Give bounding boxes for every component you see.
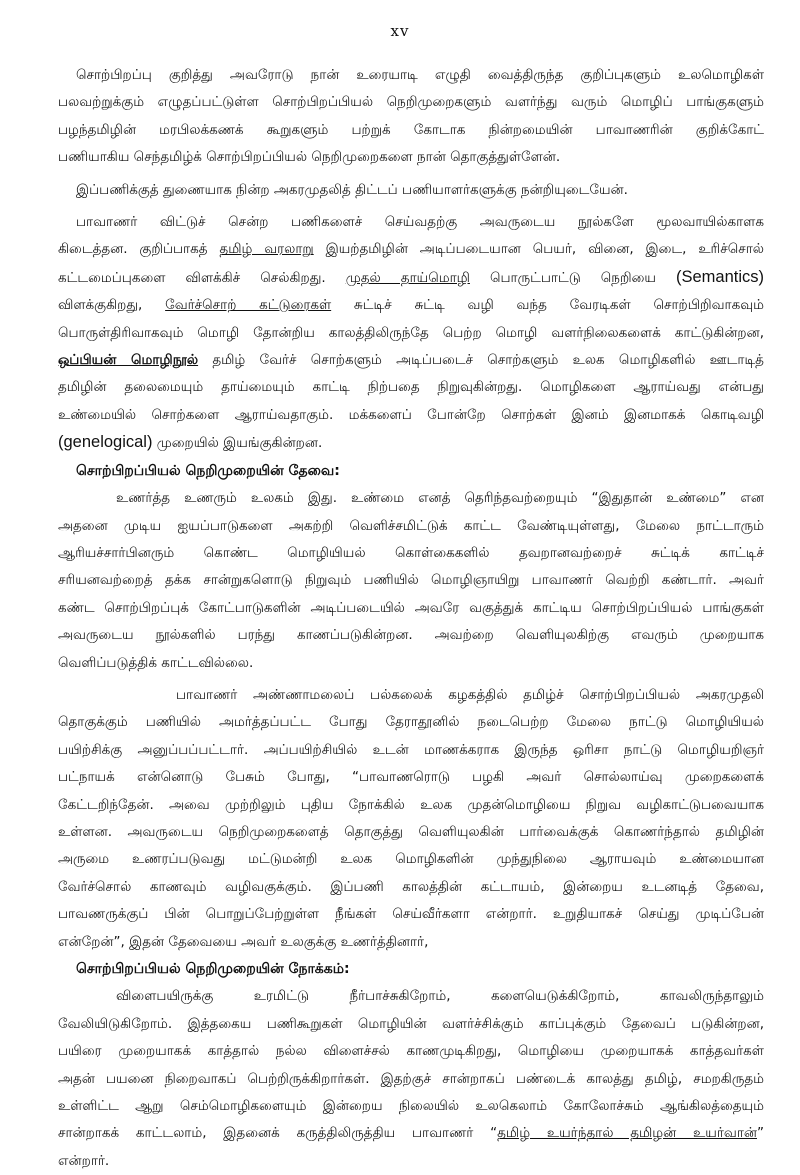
text-line: பணியாகிய செந்தமிழ்க் சொற்பிறப்பியல் நெறிமுறைகளை நான் தொகுத்துள்ளேன். [58, 149, 561, 166]
text-line: பயிற்சிக்கு அனுப்பப்பட்டார். அப்பயிற்சியில் உடன் மாணக்கராக இருந்த ஒரிசா நாட்டு மொழியறிஞர் [58, 741, 764, 758]
text-line: உள்ளன. அவருடைய நெறிமுறைகளைத் தொகுத்து வெளியுலகின் பார்வைக்குக் கொணர்ந்தால் தமிழின் [58, 823, 764, 840]
text-line [58, 429, 764, 457]
quoted-slogan: தமிழ் உயர்ந்தால் தமிழன் உயர்வான் [497, 1125, 757, 1142]
text-line: உணர்த்த உணரும் உலகம் இது. உண்மை எனத் தெரிந்தவற்றையும் “இதுதான் உண்மை” என [116, 490, 764, 507]
section-heading-purpose: சொற்பிறப்பியல் நெறிமுறையின் நோக்கம்: [76, 961, 350, 977]
text-line: இப்பணிக்குத் துணையாக நின்ற அகரமுதலித் திட்டப் பணியாளர்களுக்கு நன்றியுடையேன். [76, 181, 628, 198]
text-line: வெளிப்படுத்திக் காட்டவில்லை. [58, 654, 254, 671]
text-line: அருமை உணரப்படுவது மட்டுமன்றி உலக மொழிகளின் முந்துநிலை ஆராயவும் உண்மையான [58, 851, 764, 868]
paragraph-1 [58, 62, 764, 172]
text-line: விளைபயிருக்கு உரமிட்டு நீர்பாச்சுகிறோம், களையெடுக்கிறோம், காவலிருந்தாலும் [116, 988, 764, 1005]
text-line [58, 292, 764, 319]
text-line: பாவணருக்குப் பின் பொறுப்பேற்றுள்ள நீங்கள் செய்வீர்களா என்றார். உறுதியாகச் செய்து முடிப்பேன் [58, 906, 764, 923]
text-line: அதன் பயனை நிறைவாகப் பெற்றிருக்கிறார்கள். இதற்குச் சான்றாகப் பண்டைக் காலத்து தமிழ், சமறகிருதம் [58, 1070, 764, 1087]
text-line [58, 236, 764, 263]
text-span: முறையில் இயங்குகின்றன. [152, 435, 323, 452]
text-line: வேலியிடுகிறோம். இத்தகைய பணிகூறுகள் மொழியின் வளர்ச்சிக்கும் காப்புக்கும் தேவைப் படுகின்றன, [58, 1015, 764, 1032]
text-span: சான்றாகக் காட்டலாம், இதனைக் கருத்திலிருத்திய பாவாணர் “ [58, 1125, 498, 1142]
text-line: பொருள்திரிவாகவும் மொழி தோன்றிய காலத்திலிருந்தே பெற்ற மொழி வளர்நிலைகளைக் காட்டுகின்றன, [58, 324, 764, 341]
paragraph-5 [58, 682, 764, 956]
latin-term-genelogical: (genelogical) [58, 433, 153, 452]
book-title-oppiyan-mozhinool: ஒப்பியன் மொழிநூல் [58, 352, 199, 369]
page-body [58, 62, 764, 1175]
text-span: பொருட்பாட்டு நெறியை [469, 269, 676, 286]
text-line: தொகுக்கும் பணியில் அமர்த்தப்பட்ட போது தேராதூனில் நடைபெற்ற மேலை நாட்டு மொழியியல் [58, 714, 764, 731]
paragraph-4 [58, 485, 764, 677]
text-span: விளக்குகிறது, [58, 297, 166, 314]
text-line: கேட்டறிந்தேன். அவை முற்றிலும் புதிய நோக்கில் உலக முதன்மொழியை நிறுவ வழிகாட்டுபவையாக [58, 796, 764, 813]
text-line: அவருடைய நூல்களில் பரந்து காணப்படுகின்றன. அவற்றை வெளியுலகிற்கு எவரும் முறையாக [58, 627, 764, 644]
text-line: உண்மையில் சொற்களை ஆராய்வதாகும். மக்களைப் போன்றே சொற்கள் இனம் இனமாகக் கொடிவழி [58, 406, 764, 423]
text-line: வேர்ச்சொல் காணவும் வழிவகுக்கும். இப்பணி காலத்தின் கட்டாயம், இன்றைய உடனடித் தேவை, [58, 878, 764, 895]
section-heading-need: சொற்பிறப்பியல் நெறிமுறையின் தேவை: [76, 462, 340, 479]
text-line: சொற்பிறப்பு குறித்து அவரோடு நான் உரையாடி எழுதி வைத்திருந்த குறிப்புகளும் உலமொழிகள் [76, 67, 764, 83]
page-number: xv [390, 22, 410, 40]
text-line: பாவாணர் விட்டுச் சென்ற பணிகளைச் செய்வதற்கு அவருடைய நூல்களே மூலவாயில்காளக [76, 214, 764, 231]
text-line: ஆரியச்சார்பினரும் கொண்ட மொழியியல் கொள்கைகளில் தவறானவற்றைச் சுட்டிக் காட்டிச் [58, 544, 764, 561]
text-span: தமிழ் வேர்ச் சொற்களும் அடிப்படைச் சொற்களும் உலக மொழிகளில் ஊடாடித் [198, 352, 764, 369]
text-line: என்றேன்”, இதன் தேவையை அவர் உலகுக்கு உணர்த்தினார், [58, 933, 429, 950]
text-line [58, 347, 764, 374]
text-line: பழந்தமிழின் மரபிலக்கணக் கூறுகளும் பற்றுக் கோடாக நின்றமையின் பாவாணரின் குறிக்கோட் [58, 121, 764, 138]
book-title-verchol-katturaigal: வேர்ச்சொற் கட்டுரைகள் [165, 297, 332, 314]
text-span: ” [757, 1125, 764, 1142]
text-line: உள்ளிட்ட ஆறு செம்மொழிகளையும் இன்றைய நிலையில் உலகெலாம் கோலோச்சும் ஆங்கிலத்தையும் [58, 1098, 764, 1115]
paragraph-6 [58, 983, 764, 1175]
text-span: கட்டமைப்புகளை விளக்கிச் செல்கிறது. [58, 269, 346, 286]
text-line: பயிரை முறையாகக் காத்தால் நல்ல விளைச்சல் காணமுடிகிறது, மொழியை முறையாகக் காத்தவர்கள் [58, 1043, 764, 1060]
text-line [58, 1120, 764, 1147]
paragraph-2 [58, 177, 764, 204]
text-line [58, 264, 764, 292]
book-title-tamil-varalaru: தமிழ் வரலாறு [219, 241, 314, 258]
text-line: சரியனவற்றைத் தக்க சான்றுகளொடு நிறுவும் பணியில் மொழிஞாயிறு பாவாணர் வெற்றி கண்டார். அவர் [58, 572, 764, 589]
text-line: அதனை முடிய ஐயப்பாடுகளை அகற்றி வெளிச்சமிட்டுக் காட்ட வேண்டியுள்ளது, மேலை நாட்டாரும் [58, 517, 764, 534]
text-span: சுட்டிச் சுட்டி வழி வந்த வேரடிகள் சொற்பிறிவாகவும் [331, 297, 764, 314]
text-span: கிடைத்தன. குறிப்பாகத் [58, 241, 220, 258]
text-line: என்றார். [58, 1152, 110, 1169]
paragraph-3 [58, 209, 764, 458]
text-line: பாவாணர் அண்ணாமலைப் பல்கலைக் கழகத்தில் தமிழ்ச் சொற்பிறப்பியல் அகரமுதலி [176, 686, 764, 703]
text-line: தமிழின் தலைமையும் தாய்மையும் காட்டி நிற்பதை நிறுவுகின்றது. மொழிகளை ஆராய்வது என்பது [58, 379, 764, 396]
latin-term-semantics: (Semantics) [675, 267, 764, 286]
text-line: பலவற்றுக்கும் எழுதப்பட்டுள்ள சொற்பிறப்பியல் நெறிமுறைகளும் வளர்ந்து வரும் மொழிப் பாங்குகளும் [58, 94, 764, 111]
book-title-mudhal-thaimozhi: முதல் தாய்மொழி [345, 269, 470, 286]
text-line: பட்நாயக் என்னொடு பேசும் போது, “பாவாணரொடு பழகி அவர் சொல்லாய்வு முறைகளைக் [58, 769, 764, 786]
text-span: இயற்தமிழின் அடிப்படையான பெயர், வினை, இடை, உரிச்சொல் [313, 241, 764, 258]
text-line: கண்ட சொற்பிறப்புக் கோட்பாடுகளின் அடிப்படையில் அவரே வகுத்துக் காட்டிய சொற்பிறப்பியல் பாங்குகள் [58, 599, 764, 616]
